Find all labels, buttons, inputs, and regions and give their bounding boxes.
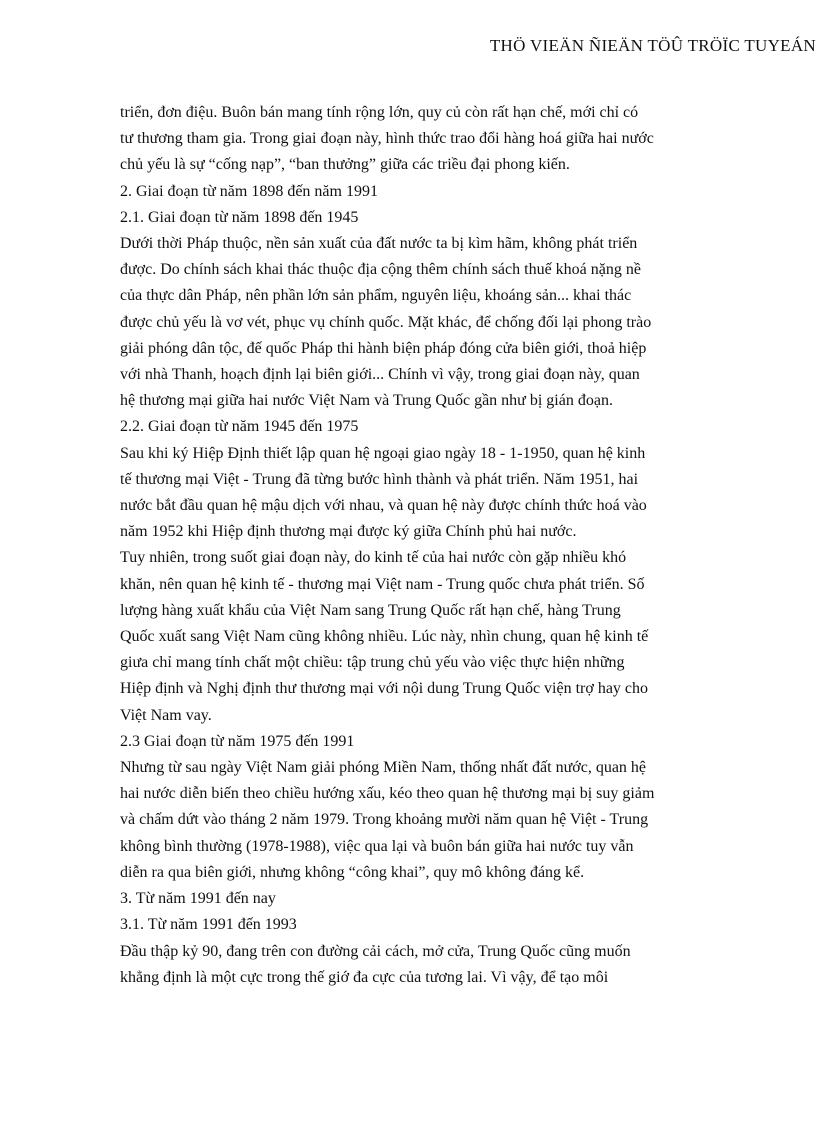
text-line: diễn ra qua biên giới, nhưng không “công khai”, quy mô không đáng kể. — [120, 863, 585, 881]
text-line: 2.2. Giai đoạn từ năm 1945 đến 1975 — [120, 418, 359, 436]
text-line: khẳng định là một cực trong thế giớ đa cực của tương lai. Vì vậy, để tạo môi — [120, 968, 609, 986]
text-line: được chủ yếu là vơ vét, phục vụ chính quốc. Mặt khác, để chống đối lại phong trào — [120, 313, 652, 331]
document-body — [120, 100, 710, 991]
text-line: tư thương tham gia. Trong giai đoạn này, hình thức trao đổi hàng hoá giữa hai nước — [120, 130, 654, 148]
text-line: 3.1. Từ năm 1991 đến 1993 — [120, 916, 297, 934]
text-line: Tuy nhiên, trong suốt giai đoạn này, do kinh tế của hai nước còn gặp nhiều khó — [120, 549, 627, 567]
text-line: được. Do chính sách khai thác thuộc địa cộng thêm chính sách thuế khoá nặng nề — [120, 261, 641, 279]
text-line: hệ thương mại giữa hai nước Việt Nam và Trung Quốc gần như bị gián đoạn. — [120, 392, 613, 410]
text-line: 3. Từ năm 1991 đến nay — [120, 890, 276, 908]
text-line: lượng hàng xuất khẩu của Việt Nam sang Trung Quốc rất hạn chế, hàng Trung — [120, 601, 621, 619]
text-line: và chấm dứt vào tháng 2 năm 1979. Trong khoảng mười năm quan hệ Việt - Trung — [120, 811, 649, 829]
text-line: triển, đơn điệu. Buôn bán mang tính rộng lớn, quy củ còn rất hạn chế, mới chỉ có — [120, 104, 639, 121]
text-line: hai nước diễn biến theo chiều hướng xấu, kéo theo quan hệ thương mại bị suy giảm — [120, 785, 655, 803]
text-line: giưa chỉ mang tính chất một chiều: tập trung chủ yếu vào việc thực hiện những — [120, 654, 625, 672]
text-line: Dưới thời Pháp thuộc, nền sản xuất của đất nước ta bị kìm hãm, không phát triển — [120, 235, 638, 253]
text-line: Quốc xuất sang Việt Nam cũng không nhiều. Lúc này, nhìn chung, quan hệ kinh tế — [120, 628, 649, 646]
text-line: nước bắt đầu quan hệ mậu dịch với nhau, và quan hệ này được chính thức hoá vào — [120, 497, 647, 515]
text-line: khăn, nên quan hệ kinh tế - thương mại Việt nam - Trung quốc chưa phát triển. Số — [120, 575, 645, 593]
text-line: 2.1. Giai đoạn từ năm 1898 đến 1945 — [120, 208, 359, 226]
text-line: 2. Giai đoạn từ năm 1898 đến năm 1991 — [120, 182, 378, 200]
text-line: giải phóng dân tộc, đế quốc Pháp thi hành biện pháp đóng cửa biên giới, thoả hiệp — [120, 339, 647, 357]
text-line: chủ yếu là sự “cống nạp”, “ban thưởng” giữa các triều đại phong kiến. — [120, 156, 570, 174]
text-line: không bình thường (1978-1988), việc qua lại và buôn bán giữa hai nước tuy vẫn — [120, 837, 634, 855]
text-line: Sau khi ký Hiệp Định thiết lập quan hệ ngoại giao ngày 18 - 1-1950, quan hệ kinh — [120, 444, 646, 462]
text-line: Việt Nam vay. — [120, 706, 212, 724]
text-line: năm 1952 khi Hiệp định thương mại được ký giữa Chính phủ hai nước. — [120, 523, 577, 541]
text-line: của thực dân Pháp, nên phần lớn sản phẩm, nguyên liệu, khoáng sản... khai thác — [120, 287, 632, 305]
text-line: Hiệp định và Nghị định thư thương mại với nội dung Trung Quốc viện trợ hay cho — [120, 680, 649, 698]
text-line: Nhưng từ sau ngày Việt Nam giải phóng Miền Nam, thống nhất đất nước, quan hệ — [120, 759, 647, 777]
text-line: tế thương mại Việt - Trung đã từng bước hình thành và phát triển. Năm 1951, hai — [120, 470, 639, 488]
text-line: với nhà Thanh, hoạch định lại biên giới... Chính vì vậy, trong giai đoạn này, quan — [120, 366, 640, 384]
page-header: THÖ VIEÄN ÑIEÄN TÖÛ TRÖÏC TUYEÁN — [489, 36, 816, 55]
text-line: Đầu thập kỷ 90, đang trên con đường cải cách, mở cửa, Trung Quốc cũng muốn — [120, 942, 631, 960]
text-line: 2.3 Giai đoạn từ năm 1975 đến 1991 — [120, 732, 355, 750]
